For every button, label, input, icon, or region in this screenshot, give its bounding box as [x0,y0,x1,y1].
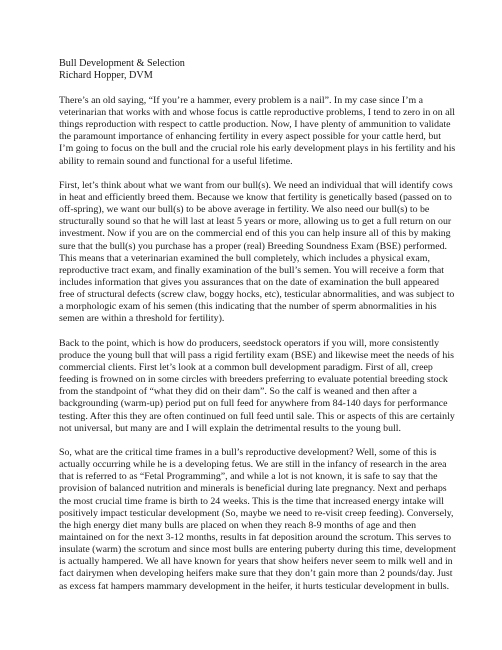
document-author: Richard Hopper, DVM [59,70,153,82]
paragraph-bull-needs: First, let’s think about what we want from our bull(s). We need an individual that will identify cows in heat and efficiently breed them. Because we know that fertility is genetically based (passed on to off-spring), we want our bull(s) to be above average in fertility. We also need our bull(s) to be structurally sound so that he will last at least 5 years or more, allowing us to get a full return on our investment. Now if you are on the commercial end of this you can help insure all of this by making sure that the bull(s) you purchase has a proper (real) Breeding Soundness Exam (BSE) performed. This means that a veterinarian examined the bull completely, which includes a physical exam, reproductive tract exam, and finally examination of the bull’s semen. You will receive a form that includes information that gives you assurances that on the date of examination the bull appeared free of structural defects (screw claw, boggy hocks, etc), testicular abnormalities, and was subject to a morphologic exam of his semen (this indicating that the number of sperm abnormalities in his semen are within a threshold for fertility). [59,179,455,325]
paragraph-intro: There’s an old saying, “If you’re a hammer, every problem is a nail”. In my case since I’m a veterinarian that works with and whose focus is cattle reproductive problems, I tend to zero in on all things reproduction with respect to cattle production. Now, I have plenty of ammunition to validate the paramount importance of enhancing fertility in every aspect possible for your cattle herd, but I’m going to focus on the bull and the crucial role his early development plays in his fertility and his ability to remain sound and functional for a useful lifetime. [59,94,456,167]
document-title: Bull Development & Selection [59,58,185,69]
paragraph-development-paradigm: Back to the point, which is how do producers, seedstock operators if you will, more consistently produce the young bull that will pass a rigid fertility exam (BSE) and likewise meet the needs of his commercial clients. First let’s look at a common bull development paradigm. First of all, creep feeding is frowned on in some circles with breeders preferring to evaluate potential breeding stock from the standpoint of “what they did on their dam”. So the calf is weaned and then after a backgrounding (warm-up) period put on full feed for anywhere from 84-140 days for performance testing. After this they are often continued on full feed until sale. This or aspects of this are certainly not universal, but many are and I will explain the detrimental results to the young bull. [59,337,455,434]
paragraph-critical-time-frames: So, what are the critical time frames in a bull’s reproductive development? Well, some of this is actually occurring while he is a developing fetus. We are still in the infancy of research in the area that is referred to as “Fetal Programming”, and while a lot is not known, it is safe to say that the provision of balanced nutrition and minerals is beneficial during late pregnancy. Next and perhaps the most crucial time frame is birth to 24 weeks. This is the time that increased energy intake will positively impact testicular development (So, maybe we need to re-visit creep feeding). Conversely, the high energy diet many bulls are placed on when they reach 8-9 months of age and then maintained on for the next 3-12 months, results in fat deposition around the scrotum. This serves to insulate (warm) the scrotum and since most bulls are entering puberty during this time, development is actually hampered. We all have known for years that show heifers never seem to milk well and in fact dairymen when developing heifers make sure that they don’t gain more than 2 pounds/day. Just as excess fat hampers mammary development in the heifer, it hurts testicular development in bulls. [59,446,456,592]
